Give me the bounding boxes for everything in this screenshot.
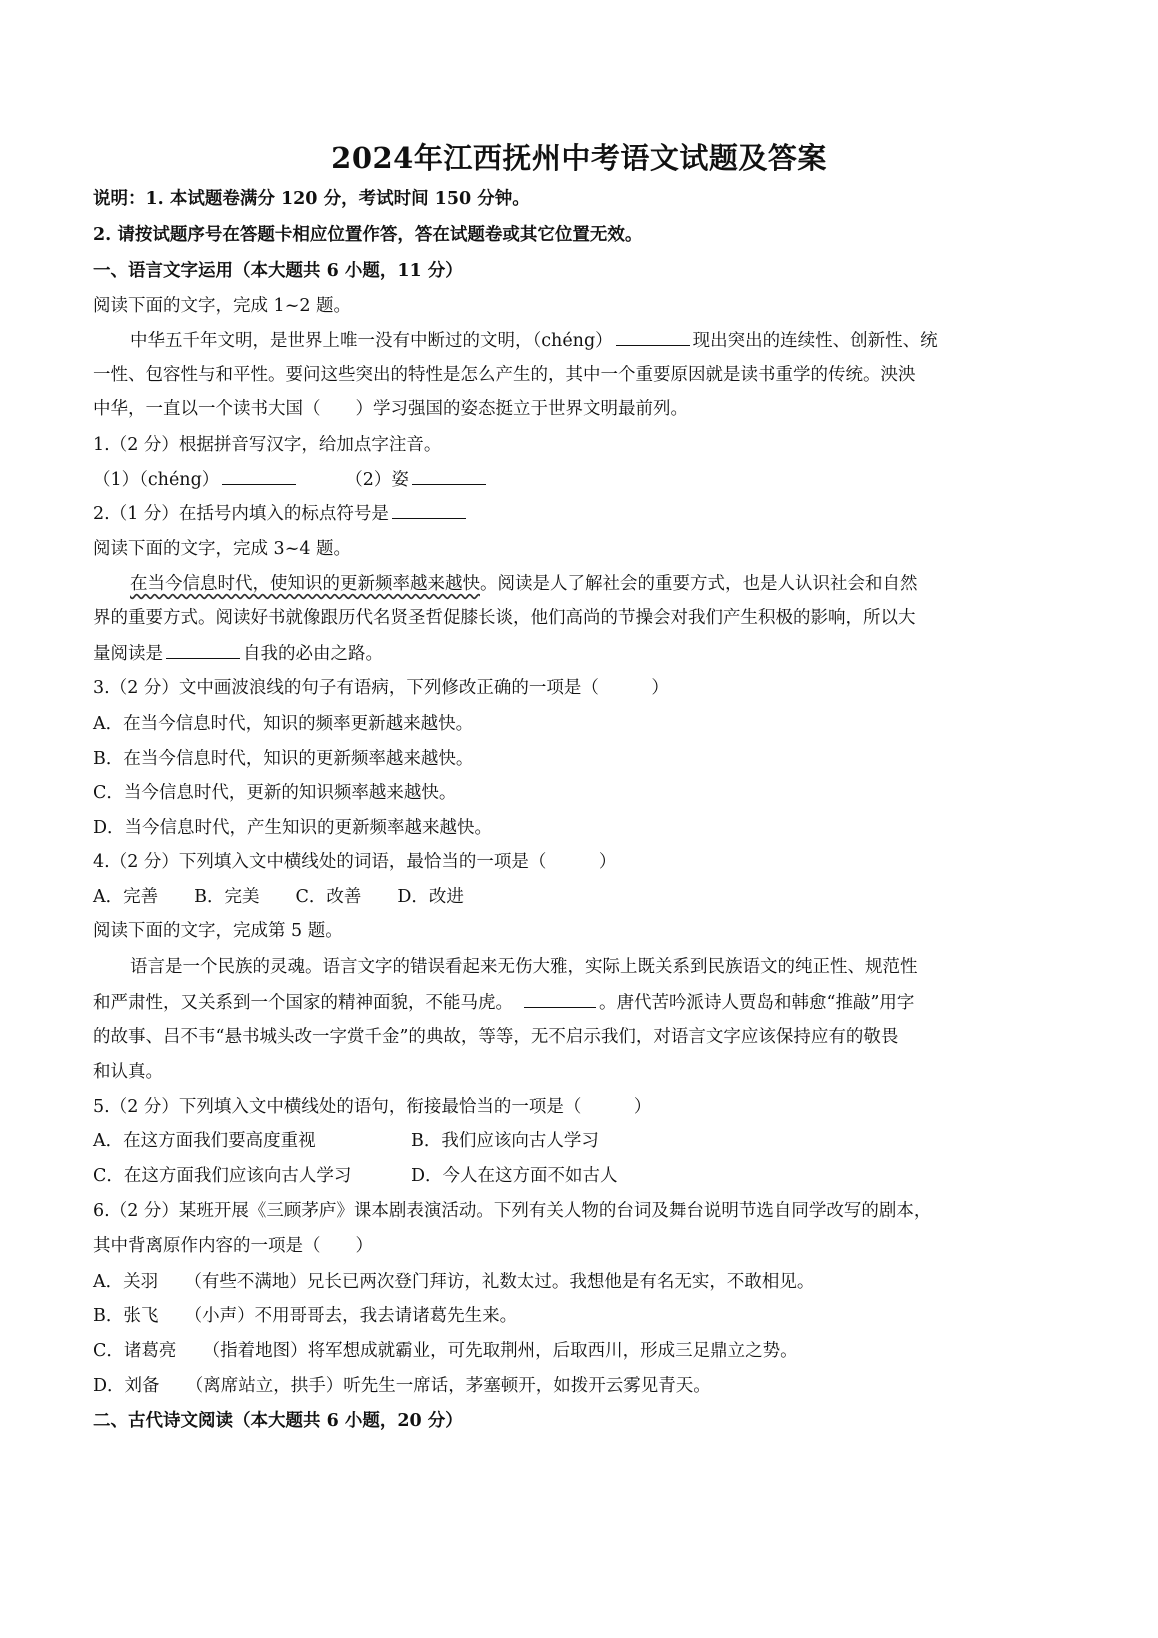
question-5-option-a[interactable]: A．在这方面我们要高度重视	[93, 1131, 316, 1151]
passage-3-line-2	[93, 991, 914, 1014]
question-1-items	[93, 468, 489, 491]
read-instruction-5: 阅读下面的文字，完成第 5 题。	[93, 921, 343, 941]
passage-1-line-3: 中华，一直以一个读书大国（ ）学习强国的姿态挺立于世界文明最前列。	[93, 399, 688, 419]
question-6-option-b[interactable]: B．张飞 （小声）不用哥哥去，我去请诸葛先生来。	[93, 1306, 518, 1326]
passage-2-text: 量阅读是	[93, 644, 163, 664]
note-2: 2. 请按试题序号在答题卡相应位置作答，答在试题卷或其它位置无效。	[93, 225, 643, 245]
passage-2-line-1	[130, 573, 918, 595]
question-5-option-b[interactable]: B．我们应该向古人学习	[411, 1131, 599, 1151]
passage-3-line-4: 和认真。	[93, 1062, 163, 1082]
question-5-option-d[interactable]: D．今人在这方面不如古人	[411, 1166, 618, 1186]
answer-blank[interactable]	[524, 991, 596, 1008]
page-title: 2024年江西抚州中考语文试题及答案	[331, 141, 827, 175]
section-1-heading: 一、语言文字运用（本大题共 6 小题，11 分）	[93, 261, 463, 281]
question-1-item-1: （1）（chéng）	[93, 470, 220, 490]
question-3-option-d[interactable]: D．当今信息时代，产生知识的更新频率越来越快。	[93, 818, 493, 838]
passage-1-text: 中华五千年文明，是世界上唯一没有中断过的文明，（chéng）	[130, 331, 613, 351]
answer-blank[interactable]	[616, 329, 690, 346]
question-4-option-a[interactable]: A．完善	[93, 887, 159, 907]
question-3-option-b[interactable]: B．在当今信息时代，知识的更新频率越来越快。	[93, 749, 474, 769]
read-instruction-3-4: 阅读下面的文字，完成 3~4 题。	[93, 539, 352, 559]
passage-1-line-2: 一性、包容性与和平性。要问这些突出的特性是怎么产生的，其中一个重要原因就是读书重学的传统。泱泱	[93, 365, 916, 385]
question-6-line-2: 其中背离原作内容的一项是（ ）	[93, 1236, 373, 1256]
question-3-option-a[interactable]: A．在当今信息时代，知识的频率更新越来越快。	[93, 714, 474, 734]
question-2	[93, 502, 469, 525]
question-6-line-1: 6.（2 分）某班开展《三顾茅庐》课本剧表演活动。下列有关人物的台词及舞台说明节选自同学改写的剧本，	[93, 1201, 932, 1221]
question-5-options-row-2	[93, 1165, 618, 1187]
answer-blank[interactable]	[392, 502, 466, 519]
read-instruction-1-2: 阅读下面的文字，完成 1~2 题。	[93, 296, 352, 316]
passage-3-line-1: 语言是一个民族的灵魂。语言文字的错误看起来无伤大雅，实际上既关系到民族语文的纯正性、规范性	[130, 957, 918, 977]
passage-1-text: 现出突出的连续性、创新性、统	[692, 331, 938, 351]
passage-2-text: 。阅读是人了解社会的重要方式，也是人认识社会和自然	[480, 574, 918, 594]
question-6-option-a[interactable]: A．关羽 （有些不满地）兄长已两次登门拜访，礼数太过。我想他是有名无实，不敢相见。	[93, 1272, 815, 1292]
question-4-option-b[interactable]: B．完美	[194, 887, 260, 907]
passage-1-line-1	[130, 329, 938, 352]
question-6-option-c[interactable]: C．诸葛亮 （指着地图）将军想成就霸业，可先取荆州，后取西川，形成三足鼎立之势。	[93, 1341, 798, 1361]
question-1-item-2: （2）姿	[345, 470, 409, 490]
note-1: 说明：1. 本试题卷满分 120 分，考试时间 150 分钟。	[93, 189, 530, 209]
question-5-option-c[interactable]: C．在这方面我们应该向古人学习	[93, 1166, 352, 1186]
passage-2-line-3	[93, 642, 383, 665]
passage-2-line-2: 界的重要方式。阅读好书就像跟历代名贤圣哲促膝长谈，他们高尚的节操会对我们产生积极的影响，所以大	[93, 608, 916, 628]
answer-blank[interactable]	[412, 468, 486, 485]
answer-blank[interactable]	[166, 642, 240, 659]
question-2-text: 2.（1 分）在括号内填入的标点符号是	[93, 504, 389, 524]
passage-3-line-3: 的故事、吕不韦“悬书城头改一字赏千金”的典故，等等，无不启示我们，对语言文字应该保持应有的敬畏	[93, 1027, 899, 1047]
question-5-options-row-1	[93, 1130, 599, 1152]
wavy-underlined-sentence: 在当今信息时代，使知识的更新频率越来越快	[130, 574, 480, 594]
question-3-option-c[interactable]: C．当今信息时代，更新的知识频率越来越快。	[93, 783, 457, 803]
passage-3-text: 。唐代苦吟派诗人贾岛和韩愈“推敲”用字	[599, 993, 915, 1013]
question-4-options	[93, 886, 464, 908]
question-6-option-d[interactable]: D．刘备 （离席站立，拱手）听先生一席话，茅塞顿开，如拨开云雾见青天。	[93, 1376, 711, 1396]
section-2-heading: 二、古代诗文阅读（本大题共 6 小题，20 分）	[93, 1411, 463, 1431]
question-3: 3.（2 分）文中画波浪线的句子有语病，下列修改正确的一项是（ ）	[93, 678, 669, 698]
question-5: 5.（2 分）下列填入文中横线处的语句，衔接最恰当的一项是（ ）	[93, 1097, 652, 1117]
question-4-option-c[interactable]: C．改善	[295, 887, 362, 907]
answer-blank[interactable]	[222, 468, 296, 485]
passage-2-text: 自我的必由之路。	[243, 644, 383, 664]
passage-3-text: 和严肃性，又关系到一个国家的精神面貌，不能马虎。	[93, 993, 513, 1013]
question-1: 1.（2 分）根据拼音写汉字，给加点字注音。	[93, 435, 442, 455]
question-4: 4.（2 分）下列填入文中横线处的词语，最恰当的一项是（ ）	[93, 852, 617, 872]
question-4-option-d[interactable]: D．改进	[397, 887, 464, 907]
